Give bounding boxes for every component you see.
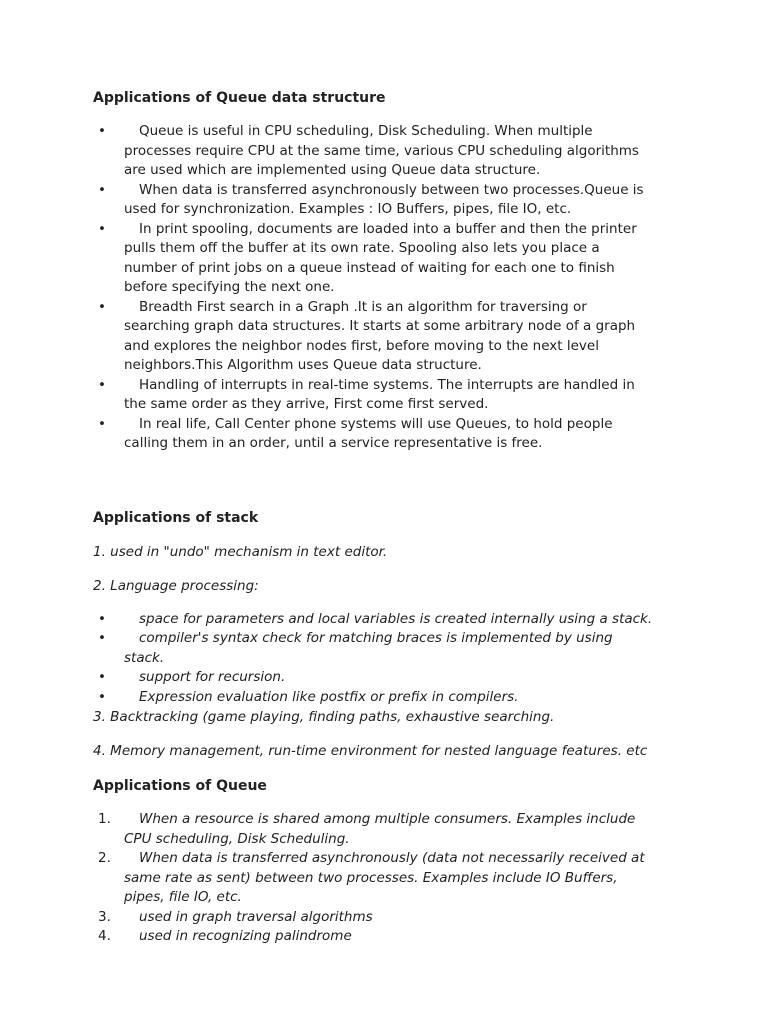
- list-item-text: Expression evaluation like postfix or prefix in compilers.: [139, 688, 519, 705]
- list-item-text: compiler's syntax check for matching braces is implemented by using stack.: [124, 630, 613, 666]
- queue-ds-list: [93, 122, 653, 454]
- list-item: [93, 181, 653, 220]
- list-item: [93, 668, 653, 688]
- list-item: [93, 629, 653, 668]
- list-item-text: used in graph traversal algorithms: [139, 908, 373, 925]
- list-item: [93, 220, 653, 298]
- list-item: [93, 610, 653, 630]
- list-item-text: When data is transferred asynchronously between two processes.Queue is used for synchronization. Examples : IO Buffers, pipes, file IO, etc.: [124, 181, 644, 217]
- list-number: 3.: [98, 908, 111, 925]
- stack-item-4: 4. Memory management, run-time environment for nested language features. etc: [93, 743, 648, 759]
- list-item: [93, 908, 653, 928]
- bullet-marker: •: [98, 415, 106, 432]
- list-item: [93, 810, 653, 849]
- list-item-text: support for recursion.: [139, 669, 286, 685]
- stack-item-3: 3. Backtracking (game playing, finding paths, exhaustive searching.: [93, 709, 555, 725]
- bullet-marker: •: [98, 123, 106, 139]
- list-item: [93, 849, 653, 908]
- list-item-text: In print spooling, documents are loaded into a buffer and then the printer pulls them off the buffer at its own rate. Spooling also lets you place a number of print jobs on a queue instead of waiting for each one to finish before specifying the next one.: [124, 220, 637, 295]
- list-item-text: When a resource is shared among multiple consumers. Examples include CPU scheduling, Disk Scheduling.: [124, 811, 636, 847]
- bullet-marker: •: [98, 298, 106, 315]
- queue-numbered-list: [93, 810, 653, 947]
- list-item-text: Queue is useful in CPU scheduling, Disk Scheduling. When multiple processes require CPU at the same time, various CPU scheduling algorithms are used which are implemented using Queue data structure.: [124, 123, 639, 178]
- stack-item-2: 2. Language processing:: [93, 577, 259, 594]
- list-item: [93, 298, 653, 376]
- queue-heading: Applications of Queue: [93, 778, 267, 794]
- list-item: [93, 415, 653, 454]
- list-item: [93, 688, 653, 708]
- bullet-marker: •: [98, 181, 106, 198]
- list-number: 1.: [98, 811, 111, 827]
- list-item: [93, 927, 653, 947]
- list-item: [93, 122, 653, 181]
- stack-item-1: 1. used in "undo" mechanism in text editor.: [93, 543, 388, 560]
- list-item-text: Breadth First search in a Graph .It is an algorithm for traversing or searching graph data structures. It starts at some arbitrary node of a graph and explores the neighbor nodes first, before moving to the next level neighbors.This Algorithm uses Queue data structure.: [124, 298, 636, 373]
- bullet-marker: •: [98, 688, 106, 705]
- stack-sub-list: [93, 610, 653, 708]
- bullet-marker: •: [98, 669, 106, 685]
- list-item-text: Handling of interrupts in real-time systems. The interrupts are handled in the same order as they arrive, First come first served.: [124, 376, 635, 412]
- bullet-marker: •: [98, 220, 106, 237]
- list-item-text: space for parameters and local variables is created internally using a stack.: [139, 610, 653, 627]
- list-number: 4.: [98, 928, 111, 944]
- list-item-text: used in recognizing palindrome: [139, 928, 352, 944]
- bullet-marker: •: [98, 376, 106, 393]
- list-item-text: When data is transferred asynchronously (data not necessarily received at same rate as sent) between two processes. Examples include IO Buffers, pipes, file IO, etc.: [124, 850, 645, 905]
- document-page: [93, 88, 653, 947]
- bullet-marker: •: [98, 610, 106, 627]
- stack-heading: Applications of stack: [93, 509, 259, 526]
- queue-ds-heading: Applications of Queue data structure: [93, 90, 386, 106]
- list-number: 2.: [98, 850, 111, 866]
- list-item-text: In real life, Call Center phone systems will use Queues, to hold people calling them in an order, until a service representative is free.: [124, 415, 613, 451]
- list-item: [93, 376, 653, 415]
- bullet-marker: •: [98, 630, 106, 646]
